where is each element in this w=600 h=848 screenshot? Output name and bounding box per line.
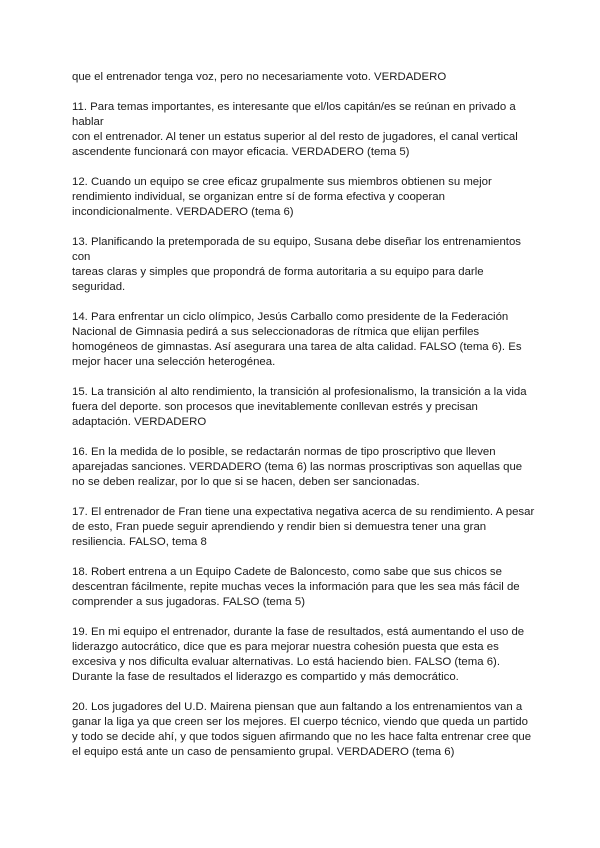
text-line: ganar la liga ya que creen ser los mejores. El cuerpo técnico, viendo que queda un partido: [72, 716, 528, 728]
text-line: 11. Para temas importantes, es interesante que el/los capitán/es se reúnan en privado a: [72, 101, 516, 113]
text-line: hablar: [72, 116, 104, 128]
text-line: 18. Robert entrena a un Equipo Cadete de Baloncesto, como sabe que sus chicos se: [72, 566, 502, 578]
text-line: 13. Planificando la pretemporada de su equipo, Susana debe diseñar los entrenamientos: [72, 236, 521, 248]
document-page: [72, 70, 542, 775]
question-paragraph: [72, 565, 542, 610]
question-paragraph: [72, 70, 542, 85]
question-paragraph: [72, 235, 542, 295]
question-paragraph: [72, 175, 542, 220]
text-line: 12. Cuando un equipo se cree eficaz grupalmente sus miembros obtienen su mejor: [72, 176, 492, 188]
question-paragraph: [72, 385, 542, 430]
text-line: aparejadas sanciones. VERDADERO (tema 6) las normas proscriptivas son aquellas que: [72, 461, 523, 473]
question-paragraph: [72, 100, 542, 160]
text-line: tareas claras y simples que propondrá de forma autoritaria a su equipo para darle: [72, 266, 484, 278]
text-line: homogéneos de gimnastas. Así asegurara una tarea de alta calidad. FALSO (tema 6). Es: [72, 341, 522, 353]
text-line: 17. El entrenador de Fran tiene una expectativa negativa acerca de su rendimiento. A pesar: [72, 506, 535, 518]
text-line: de esto, Fran puede seguir aprendiendo y rendir bien si demuestra tener una gran: [72, 521, 487, 533]
text-line: con: [72, 251, 91, 263]
question-paragraph: [72, 625, 542, 685]
text-line: 20. Los jugadores del U.D. Mairena piensan que aun faltando a los entrenamientos van a: [72, 701, 523, 713]
question-paragraph: [72, 310, 542, 370]
text-line: fuera del deporte. son procesos que inevitablemente conllevan estrés y precisan: [72, 401, 478, 413]
question-paragraph: [72, 700, 542, 760]
text-line: Durante la fase de resultados el liderazgo es compartido y más democrático.: [72, 671, 459, 683]
text-line: no se deben realizar, por lo que si se hacen, deben ser sancionadas.: [72, 476, 420, 488]
text-line: Nacional de Gimnasia pedirá a sus seleccionadoras de rítmica que elijan perfiles: [72, 326, 480, 338]
text-line: seguridad.: [72, 281, 126, 293]
text-line: que el entrenador tenga voz, pero no necesariamente voto. VERDADERO: [72, 71, 447, 83]
question-paragraph: [72, 445, 542, 490]
text-line: descentran fácilmente, repite muchas veces la información para que les sea más fácil de: [72, 581, 520, 593]
text-line: comprender a sus jugadoras. FALSO (tema 5): [72, 596, 305, 608]
text-line: ascendente funcionará con mayor eficacia. VERDADERO (tema 5): [72, 146, 410, 158]
text-line: 14. Para enfrentar un ciclo olímpico, Jesús Carballo como presidente de la Federación: [72, 311, 509, 323]
text-line: y todo se decide ahí, y que todos siguen afirmando que no les hace falta entrenar cree que: [72, 731, 532, 743]
text-line: 16. En la medida de lo posible, se redactarán normas de tipo proscriptivo que lleven: [72, 446, 496, 458]
text-line: incondicionalmente. VERDADERO (tema 6): [72, 206, 294, 218]
text-line: el equipo está ante un caso de pensamiento grupal. VERDADERO (tema 6): [72, 746, 455, 758]
text-line: con el entrenador. Al tener un estatus superior al del resto de jugadores, el canal vertical: [72, 131, 518, 143]
text-line: liderazgo autocrático, dice que es para mejorar nuestra cohesión puesta que esta es: [72, 641, 499, 653]
text-line: 19. En mi equipo el entrenador, durante la fase de resultados, está aumentando el uso de: [72, 626, 525, 638]
text-line: 15. La transición al alto rendimiento, la transición al profesionalismo, la transición a la vida: [72, 386, 527, 398]
text-line: resiliencia. FALSO, tema 8: [72, 536, 207, 548]
text-line: rendimiento individual, se organizan entre sí de forma efectiva y cooperan: [72, 191, 445, 203]
text-line: adaptación. VERDADERO: [72, 416, 207, 428]
question-paragraph: [72, 505, 542, 550]
text-line: excesiva y nos dificulta evaluar alternativas. Lo está haciendo bien. FALSO (tema 6).: [72, 656, 501, 668]
text-line: mejor hacer una selección heterogénea.: [72, 356, 276, 368]
